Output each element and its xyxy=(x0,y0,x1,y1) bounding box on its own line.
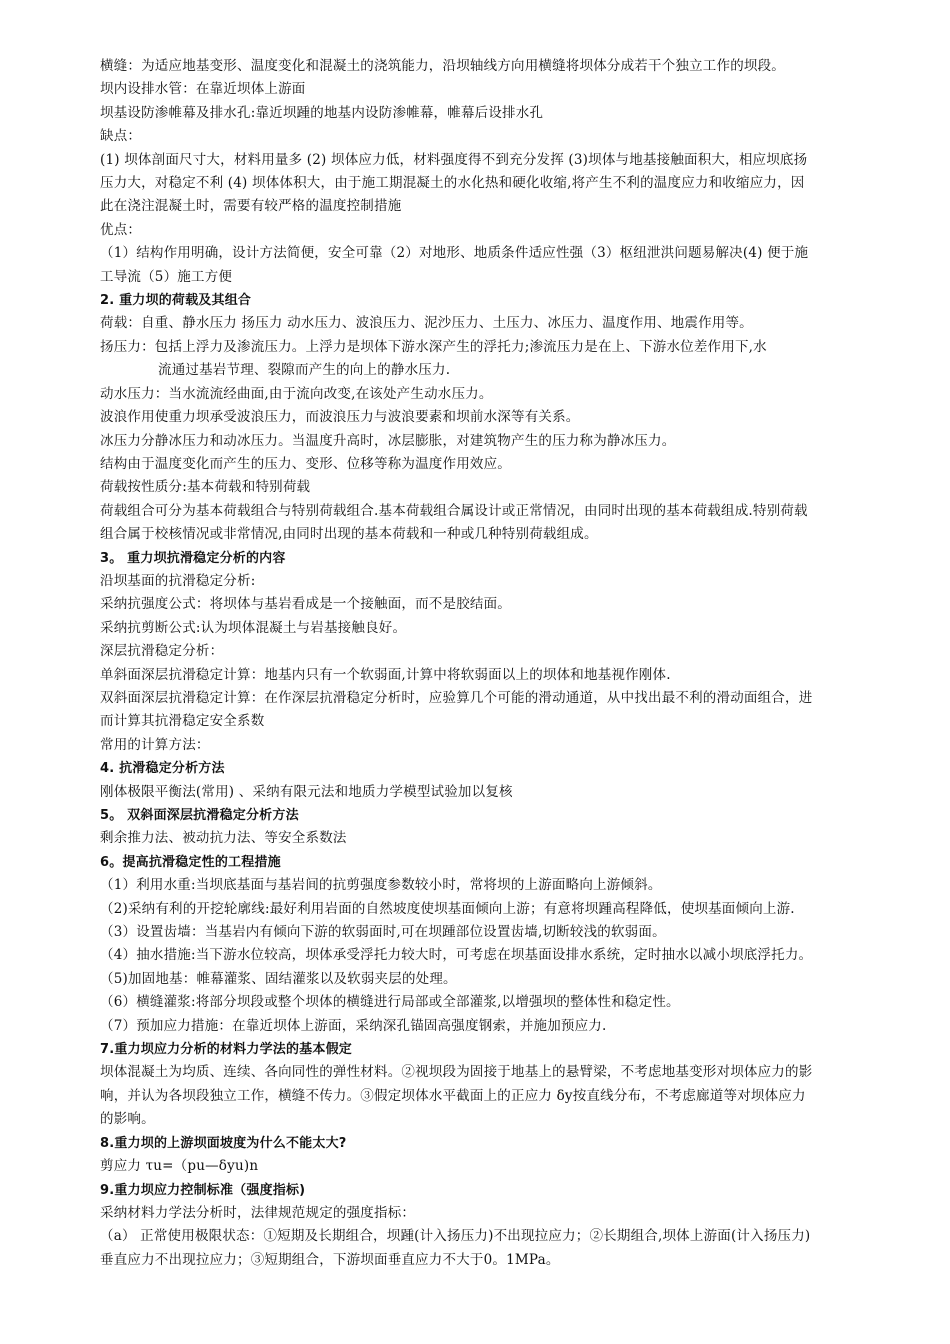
text-line: 剩余推力法、被动抗力法、等安全系数法 xyxy=(100,830,347,847)
text-line: 刚体极限平衡法(常用) 、采纳有限元法和地质力学模型试验加以复核 xyxy=(100,783,513,800)
document-body xyxy=(100,55,818,1272)
text-paragraph: 坝体混凝土为均质、连续、各向同性的弹性材料。②视坝段为固接于地基上的悬臂梁，不考虑地基变形对坝体应力的影响，并认为各坝段独立工作，横缝不传力。③假定坝体水平截面上的正应力 δy按直线分布，不考虑廊道等对坝体应力的影响。 xyxy=(100,1064,813,1128)
text-line: （7）预加应力措施：在靠近坝体上游面，采纳深孔锚固高强度钢索，并施加预应力. xyxy=(100,1017,607,1034)
text-line: 沿坝基面的抗滑稳定分析: xyxy=(100,572,256,589)
section-heading: 8.重力坝的上游坝面坡度为什么不能太大? xyxy=(100,1135,347,1151)
text-line: 常用的计算方法： xyxy=(100,736,210,753)
text-line: 波浪作用使重力坝承受波浪压力，而波浪压力与波浪要素和坝前水深等有关系。 xyxy=(100,409,580,426)
text-paragraph: （a） 正常使用极限状态：①短期及长期组合，坝踵(计入扬压力)不出现拉应力；②长期组合,坝体上游面(计入扬压力) 垂直应力不出现拉应力；③短期组合，下游坝面垂直应力不大于0。1MPa。 xyxy=(100,1228,811,1268)
section-heading: 3。 重力坝抗滑稳定分析的内容 xyxy=(100,550,286,566)
text-line: 坝基设防渗帷幕及排水孔:靠近坝踵的地基内设防渗帷幕，帷幕后设排水孔 xyxy=(100,104,544,121)
text-line: 坝内设排水管：在靠近坝体上游面 xyxy=(100,81,306,98)
text-line: 采纳抗剪断公式:认为坝体混凝土与岩基接触良好。 xyxy=(100,619,407,636)
text-line: （5)加固地基：帷幕灌浆、固结灌浆以及软弱夹层的处理。 xyxy=(100,970,457,987)
text-line: 流通过基岩节理、裂隙而产生的向上的静水压力. xyxy=(158,362,451,379)
section-heading: 4. 抗滑稳定分析方法 xyxy=(100,761,225,777)
text-line: 扬压力：包括上浮力及渗流压力。上浮力是坝体下游水深产生的浮托力;渗流压力是在上、下游水位差作用下,水 xyxy=(100,338,767,355)
text-line: 荷载：自重、静水压力 扬压力 动水压力、波浪压力、泥沙压力、土压力、冰压力、温度作用、地震作用等。 xyxy=(100,315,753,332)
text-line: 单斜面深层抗滑稳定计算：地基内只有一个软弱面,计算中将软弱面以上的坝体和地基视作刚体. xyxy=(100,666,671,683)
text-line: （6）横缝灌浆:将部分坝段或整个坝体的横缝进行局部或全部灌浆,以增强坝的整体性和稳定性。 xyxy=(100,994,680,1011)
section-heading: 9.重力坝应力控制标准（强度指标) xyxy=(100,1182,306,1198)
section-heading: 6。提高抗滑稳定性的工程措施 xyxy=(100,854,281,870)
text-paragraph: （2)采纳有利的开挖轮廓线:最好利用岩面的自然坡度使坝基面倾向上游；有意将坝踵高程降低，使坝基面倾向上游. xyxy=(100,900,795,917)
text-paragraph: 双斜面深层抗滑稳定计算：在作深层抗滑稳定分析时，应验算几个可能的滑动通道，从中找出最不利的滑动面组合，进而计算其抗滑稳定安全系数 xyxy=(100,689,813,730)
text-paragraph: (1) 坝体剖面尺寸大，材料用量多 (2) 坝体应力低，材料强度得不到充分发挥 (3)坝体与地基接触面积大，相应坝底扬压力大，对稳定不利 (4) 坝体体积大，由于施工期混凝土的水化热和硬化收缩,将产生不利的温度应力和收缩应力，因此在浇注混凝土时，需要有较严格的温度控制措施 xyxy=(100,151,808,215)
text-line: 结构由于温度变化而产生的压力、变形、位移等称为温度作用效应。 xyxy=(100,455,511,472)
text-line: 采纳抗强度公式：将坝体与基岩看成是一个接触面，而不是胶结面。 xyxy=(100,596,511,613)
section-heading: 2. 重力坝的荷载及其组合 xyxy=(100,293,252,309)
text-line: 动水压力：当水流流经曲面,由于流向改变,在该处产生动水压力。 xyxy=(100,385,493,402)
text-paragraph: （4）抽水措施:当下游水位较高，坝体承受浮托力较大时，可考虑在坝基面设排水系统，定时抽水以减小坝底浮托力。 xyxy=(100,947,813,964)
text-line: 剪应力 τu=（pu—δyu)n xyxy=(100,1158,259,1175)
text-line: （1）利用水重:当坝底基面与基岩间的抗剪强度参数较小时，常将坝的上游面略向上游倾斜。 xyxy=(100,877,662,894)
text-line: 荷载按性质分:基本荷载和特别荷载 xyxy=(100,479,311,496)
section-heading: 5。 双斜面深层抗滑稳定分析方法 xyxy=(100,808,299,823)
text-line: 采纳材料力学法分析时，法律规范规定的强度指标： xyxy=(100,1204,416,1221)
text-line: 冰压力分静冰压力和动冰压力。当温度升高时，冰层膨胀，对建筑物产生的压力称为静冰压力。 xyxy=(100,432,676,449)
text-paragraph: 荷载组合可分为基本荷载组合与特别荷载组合.基本荷载组合属设计或正常情况，由同时出现的基本荷载组成.特别荷载组合属于校核情况或非常情况,由同时出现的基本荷载和一种或几种特别荷载组成。 xyxy=(100,502,808,543)
text-paragraph: （1）结构作用明确，设计方法简便，安全可靠（2）对地形、地质条件适应性强（3）枢纽泄洪问题易解决(4) 便于施工导流（5）施工方便 xyxy=(100,245,809,285)
section-heading: 7.重力坝应力分析的材料力学法的基本假定 xyxy=(100,1042,352,1058)
text-line: （3）设置齿墙：当基岩内有倾向下游的软弱面时,可在坝踵部位设置齿墙,切断较浅的软弱面。 xyxy=(100,924,666,941)
text-line: 横缝：为适应地基变形、温度变化和混凝土的浇筑能力，沿坝轴线方向用横缝将坝体分成若干个独立工作的坝段。 xyxy=(100,58,785,74)
text-line: 缺点： xyxy=(100,128,142,145)
text-line: 优点： xyxy=(100,221,142,238)
text-line: 深层抗滑稳定分析： xyxy=(100,643,224,660)
